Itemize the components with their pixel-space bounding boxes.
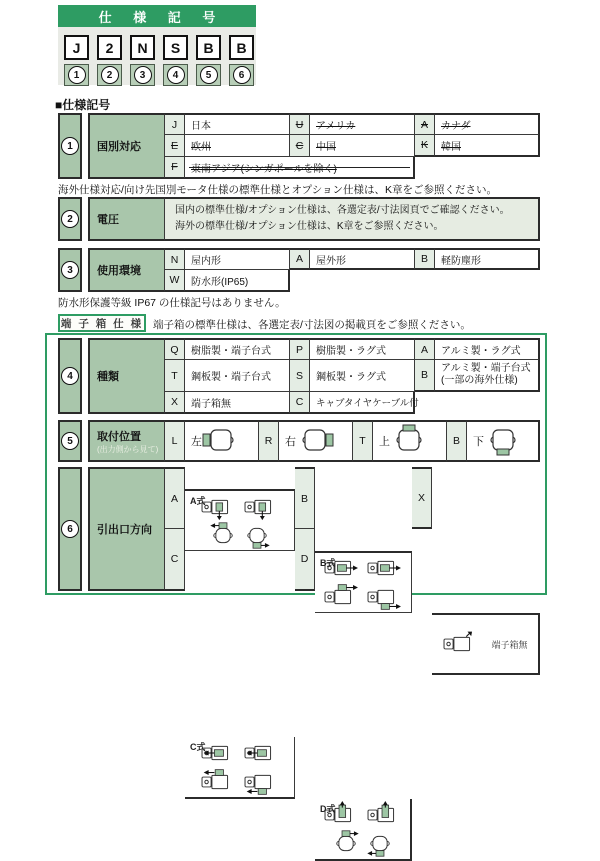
code-cell-text: カナダ — [435, 113, 540, 135]
code-cell-letter: A — [165, 467, 185, 529]
code-cell-letter: B — [415, 360, 435, 392]
row6-number-box — [58, 467, 82, 591]
code-position-tile — [229, 64, 254, 86]
row1-label: 国別対応 — [88, 113, 165, 179]
position-number: 5 — [200, 66, 218, 84]
terminal-section-badge: 端 子 箱 仕 様 — [58, 314, 146, 332]
row3-number-box — [58, 248, 82, 292]
code-cell-letter: L — [165, 420, 185, 462]
code-cell-letter: X — [412, 467, 432, 529]
code-letter-box: 2 — [97, 35, 122, 60]
code-cell-text: 鋼板製・ラグ式 — [310, 360, 415, 392]
spec-code-panel — [58, 5, 256, 85]
code-cell-letter: D — [295, 529, 315, 591]
mounting-cell: 左 — [185, 420, 259, 462]
mounting-cell: 上 — [373, 420, 447, 462]
code-cell-letter: A — [415, 113, 435, 135]
leadout-diagram-b: B式 — [315, 551, 412, 613]
code-cell-letter: N — [165, 248, 185, 270]
spec-code-panel-title: 仕 様 記 号 — [58, 5, 256, 27]
code-cell-text: 屋外形 — [310, 248, 415, 270]
code-cell-letter: S — [290, 360, 310, 392]
code-position-tile — [130, 64, 155, 86]
position-number: 4 — [167, 66, 185, 84]
code-cell-letter: B — [295, 467, 315, 529]
row1-number-box — [58, 113, 82, 179]
row3-note: 防水形保護等級 IP67 の仕様記号はありません。 — [58, 297, 286, 309]
code-cell-text: アメリカ — [310, 113, 415, 135]
code-cell-letter: C — [290, 392, 310, 414]
row2-label: 電圧 — [88, 197, 165, 241]
row5-sublabel: (出力側から見て) — [97, 444, 159, 454]
row6-label: 引出口方向 — [88, 467, 165, 591]
code-cell-letter: X — [165, 392, 185, 414]
code-cell-letter: J — [165, 113, 185, 135]
code-cell-text: 樹脂製・ラグ式 — [310, 338, 415, 360]
position-number: 6 — [233, 66, 251, 84]
code-cell-text: 鋼板製・端子台式 — [185, 360, 290, 392]
code-cell-text: 屋内形 — [185, 248, 290, 270]
row1-note: 海外仕様対応/向け先国別モータ仕様の標準仕様とオプション仕様は、K章をご参照ください。 — [58, 184, 498, 196]
row2-line1: 国内の標準仕様/オプション仕様は、各選定表/寸法図頁でご確認ください。 — [175, 205, 510, 216]
row2-line2: 海外の標準仕様/オプション仕様は、K章をご参照ください。 — [175, 221, 444, 232]
code-cell-text: 樹脂製・端子台式 — [185, 338, 290, 360]
code-cell-letter: U — [290, 113, 310, 135]
motor-position-left-icon — [202, 425, 245, 458]
row4-number: 4 — [61, 367, 79, 385]
code-cell-text: アルミ製・端子台式 (一部の海外仕様) — [435, 360, 540, 392]
row5-label: 取付位置 (出力側から見て) — [88, 420, 165, 462]
code-letter-box: N — [130, 35, 155, 60]
row3-number: 3 — [61, 261, 79, 279]
code-position-tile — [97, 64, 122, 86]
row2-number: 2 — [61, 210, 79, 228]
row4-number-box — [58, 338, 82, 414]
mounting-cell: 右 — [279, 420, 353, 462]
code-letter-box: S — [163, 35, 188, 60]
code-cell-letter: C — [290, 135, 310, 157]
position-number: 3 — [134, 66, 152, 84]
code-cell-letter: B — [415, 248, 435, 270]
mounting-cell: 下 — [467, 420, 540, 462]
row5-number-box — [58, 420, 82, 462]
code-cell-text: キャブタイヤケーブル付 — [310, 392, 415, 414]
motor-position-top-icon — [390, 425, 433, 458]
code-cell-text: 日本 — [185, 113, 290, 135]
code-letter-box: J — [64, 35, 89, 60]
code-letter-box: B — [229, 35, 254, 60]
code-cell-letter: B — [447, 420, 467, 462]
code-letter-box: B — [196, 35, 221, 60]
row1-number: 1 — [61, 137, 79, 155]
code-cell-text: アルミ製・ラグ式 — [435, 338, 540, 360]
motor-position-bottom-icon — [484, 425, 527, 458]
position-number: 1 — [68, 66, 86, 84]
code-cell-letter: T — [353, 420, 373, 462]
code-cell-text: 端子箱無 — [185, 392, 290, 414]
row2-number-box — [58, 197, 82, 241]
code-cell-letter: P — [290, 338, 310, 360]
row3-label: 使用環境 — [88, 248, 165, 292]
code-cell-letter: E — [165, 135, 185, 157]
position-number: 2 — [101, 66, 119, 84]
code-cell-text: 東南アジア(シンガポールを除く) — [185, 157, 415, 179]
leadout-diagram-d: D式 — [315, 799, 412, 861]
code-cell-text: 中国 — [310, 135, 415, 157]
code-cell-text: 防水形(IP65) — [185, 270, 290, 292]
code-cell-letter: T — [165, 360, 185, 392]
row6-number: 6 — [61, 520, 79, 538]
code-position-tile — [163, 64, 188, 86]
motor-position-right-icon — [296, 425, 339, 458]
code-cell-letter: R — [259, 420, 279, 462]
code-position-tile — [64, 64, 89, 86]
row5-number: 5 — [61, 432, 79, 450]
terminal-section-note: 端子箱の標準仕様は、各選定表/寸法図の掲載頁をご参照ください。 — [153, 319, 471, 331]
code-cell-text: 軽防塵形 — [435, 248, 540, 270]
code-cell-text: 欧州 — [185, 135, 290, 157]
no-terminal-box-note: 端子箱無 — [491, 639, 528, 650]
row4-label: 種類 — [88, 338, 165, 414]
row2-description — [165, 197, 540, 241]
leadout-diagram-x — [432, 613, 540, 675]
leadout-diagram-c: C式 — [185, 737, 295, 799]
code-cell-letter: K — [415, 135, 435, 157]
code-cell-letter: C — [165, 529, 185, 591]
code-position-tile — [196, 64, 221, 86]
code-cell-letter: A — [415, 338, 435, 360]
code-cell-letter: Q — [165, 338, 185, 360]
code-cell-letter: W — [165, 270, 185, 292]
code-cell-letter: F — [165, 157, 185, 179]
leadout-diagram-a: A式 — [185, 489, 295, 551]
section-heading: ■仕様記号 — [55, 98, 111, 112]
code-cell-letter: A — [290, 248, 310, 270]
code-cell-text: 韓国 — [435, 135, 540, 157]
